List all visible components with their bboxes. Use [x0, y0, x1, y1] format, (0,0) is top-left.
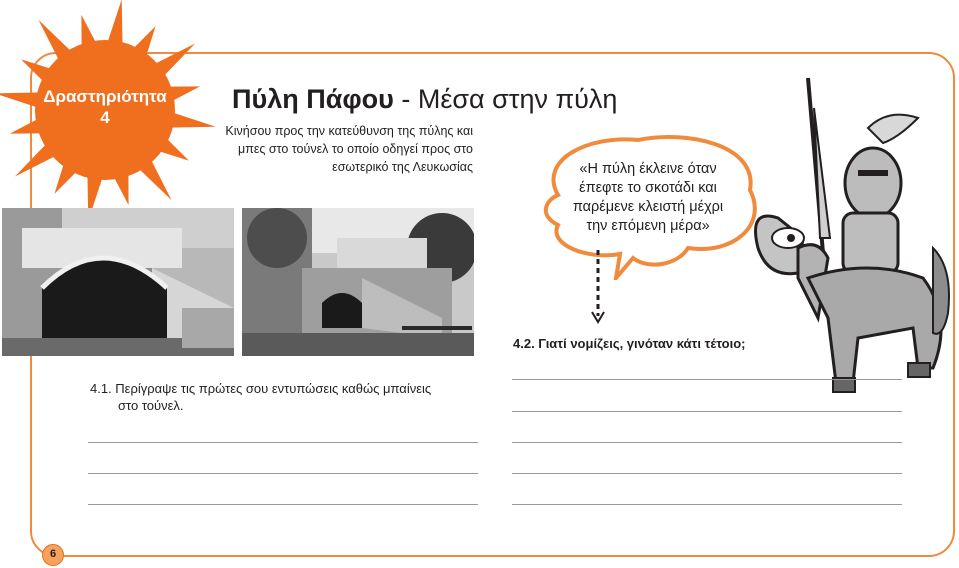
title-bold: Πύλη Πάφου: [232, 84, 394, 114]
answer-line[interactable]: [512, 473, 902, 474]
instruction-line: μπες στο τούνελ το οποίο οδηγεί προς στο: [238, 142, 473, 156]
quote-line: την επόμενη μέρα»: [586, 218, 710, 234]
answer-line[interactable]: [512, 442, 902, 443]
tunnel-photo: [2, 208, 234, 356]
quote-line: παρέμενε κλειστή μέχρι: [572, 199, 724, 215]
quote-text: [548, 160, 748, 236]
sun-ray: [107, 0, 123, 46]
question-line: 4.1. Περίγραψε τις πρώτες σου εντυπώσεις καθώς μπαίνεις: [90, 381, 432, 396]
quote-line: «Η πύλη έκλεινε όταν: [579, 161, 717, 177]
answer-line[interactable]: [88, 504, 478, 505]
gate-photo: [242, 208, 474, 356]
question-line: στο τούνελ.: [118, 398, 184, 413]
question-4-2: 4.2. Γιατί νομίζεις, γινόταν κάτι τέτοιο;: [513, 336, 746, 351]
instruction-line: εσωτερικό της Λευκωσίας: [332, 160, 473, 174]
question-4-1: [90, 380, 470, 414]
page-number: 6: [42, 544, 64, 566]
instruction-text: [203, 122, 473, 176]
instruction-line: Κινήσου προς την κατεύθυνση της πύλης και: [225, 124, 473, 138]
quote-line: έπεφτε το σκοτάδι και: [579, 180, 717, 196]
activity-label: [30, 86, 180, 128]
answer-line[interactable]: [88, 473, 478, 474]
activity-number: 4: [100, 108, 110, 127]
answer-line[interactable]: [512, 504, 902, 505]
answer-line[interactable]: [512, 411, 902, 412]
answer-line[interactable]: [512, 379, 902, 380]
activity-word: Δραστηριότητα: [43, 87, 167, 106]
page-title: [232, 84, 617, 115]
answer-line[interactable]: [88, 442, 478, 443]
arrow-down-icon: [588, 250, 608, 328]
title-rest: - Μέσα στην πύλη: [393, 84, 618, 114]
knight-illustration: [748, 78, 958, 400]
